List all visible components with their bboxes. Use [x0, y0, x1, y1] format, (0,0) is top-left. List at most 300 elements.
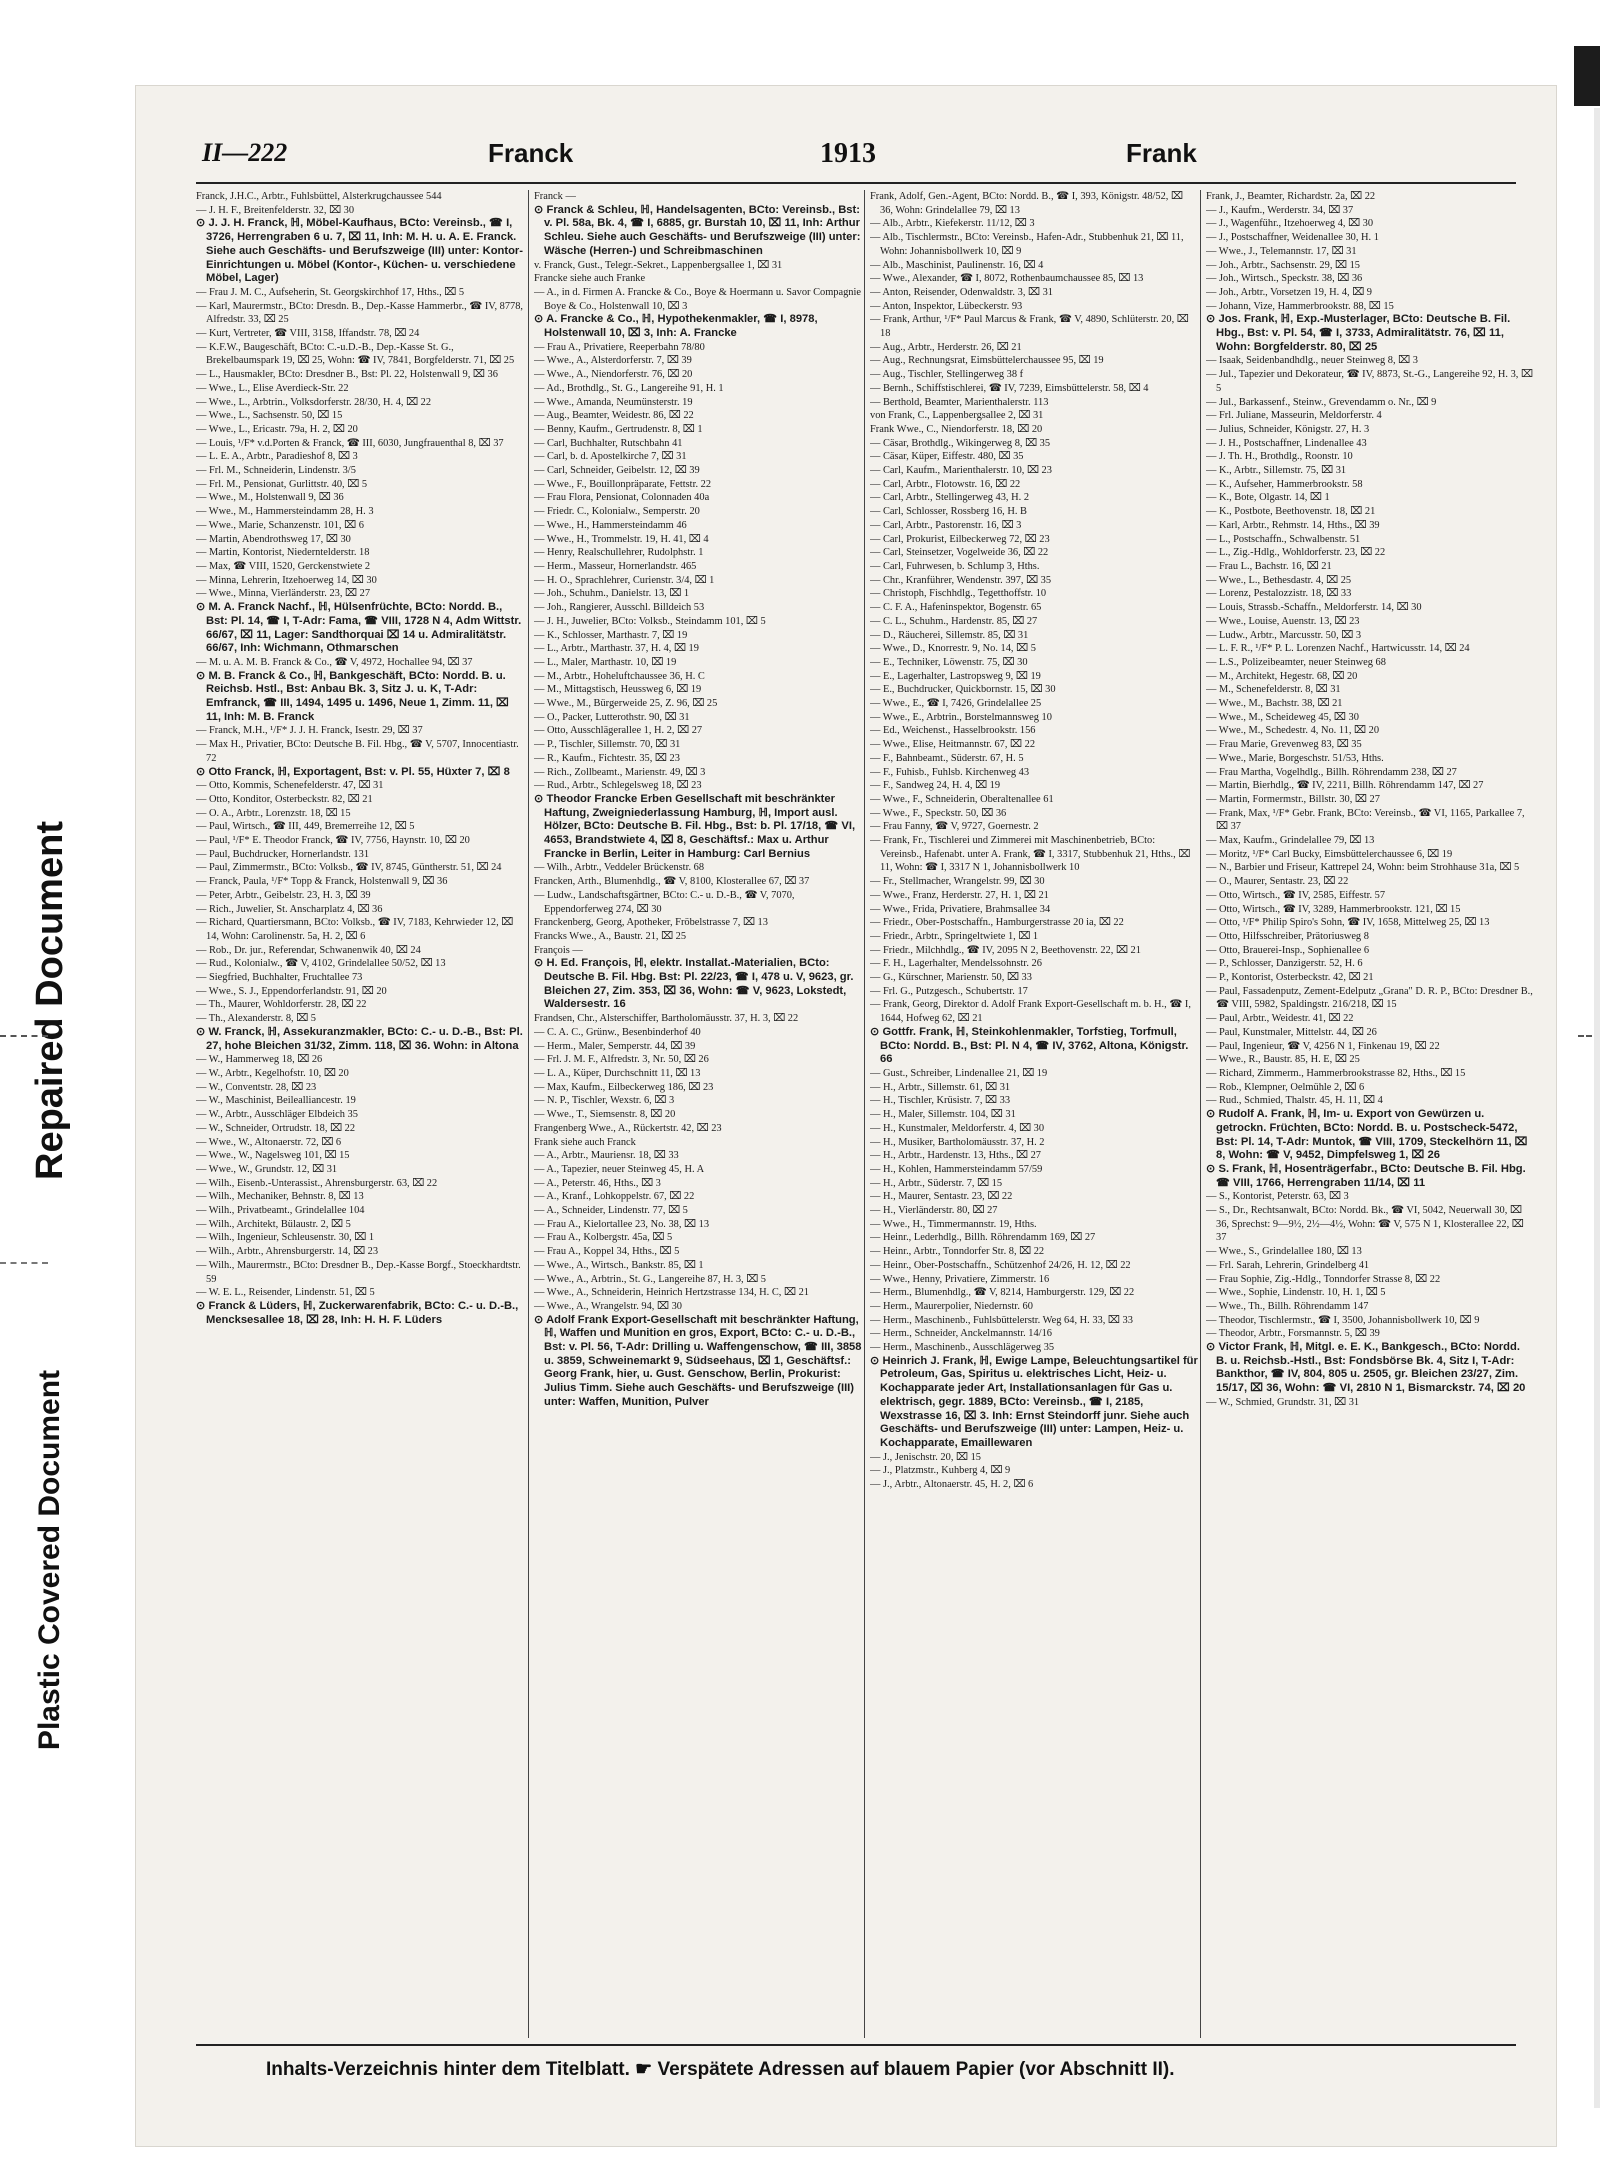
directory-entry: — Frank, Fr., Tischlerei und Zimmerei mit Maschinenbetrieb, BCto: Vereinsb., Hafenabt. unter A. Frank, ☎ I, 3317, Stubbenhuk 21, Hths., ⌧ 11, Wohn: ☎ I, 3317 N 1, Johannisbollwerk 10: [870, 835, 1191, 874]
directory-entry: — Frau Flora, Pensionat, Colonnaden 40a: [534, 492, 710, 504]
directory-entry: von Frank, C., Lappenbergsallee 2, ⌧ 31: [870, 410, 1044, 422]
directory-entry: — Anton, Reisender, Odenwaldstr. 3, ⌧ 31: [870, 286, 1053, 298]
directory-entry: — Moritz, ¹/F* Carl Bucky, Eimsbüttelerchaussee 6, ⌧ 19: [1206, 848, 1453, 860]
scan-edge-strip: [1594, 108, 1600, 2108]
directory-entry: — Wilh., Arbtr., Ahrensburgerstr. 14, ⌧ 23: [196, 1246, 379, 1258]
directory-entry: — Cäsar, Brothdlg., Wikingerweg 8, ⌧ 35: [870, 437, 1051, 449]
firm-entry: ⊙ H. Ed. François, ℍ, elektr. Installat.-Materialien, BCto: Deutsche B. Fil. Hbg. Bst: Pl. 22/23, ☎ I, 478 u. V, 9623, gr. Bleichen 27, Zim. 353, ⌧ 36, Wohn: ☎ V, 9623, Lokstedt, Waldersestr. 16: [534, 957, 854, 1011]
directory-entry: — Martin, Bierhdlg., ☎ IV, 2211, Billh. Röhrendamm 147, ⌧ 27: [1206, 780, 1484, 792]
directory-entry: — Paul, Zimmermstr., BCto: Volksb., ☎ IV, 8745, Güntherstr. 51, ⌧ 24: [196, 862, 502, 874]
directory-entry: — Rud., Arbtr., Schlegelsweg 18, ⌧ 23: [534, 780, 702, 792]
directory-entry: — M., Schenefelderstr. 8, ⌧ 31: [1206, 684, 1341, 696]
directory-column-1: [196, 190, 524, 2038]
directory-entry: — S., Kontorist, Peterstr. 63, ⌧ 3: [1206, 1191, 1349, 1203]
directory-entry: — Rud., Kolonialw., ☎ V, 4102, Grindelallee 50/52, ⌧ 13: [196, 958, 446, 970]
directory-column-2: [534, 190, 862, 2038]
directory-entry: — J. H. F., Breitenfelderstr. 32, ⌧ 30: [196, 204, 355, 216]
firm-entry: ⊙ Heinrich J. Frank, ℍ, Ewige Lampe, Beleuchtungsartikel für Petroleum, Gas, Spiritus u. elektrisches Licht, Heiz- u. Kochapparate jeder Art, Installationsanlagen für Gas u. elektrisch, gegr. 1889, BCto: Vereinsb., ☎ I, 2185, Wexstrasse 16, ⌧ 3. Inh: Ernst Steindorff junr. Siehe auch Geschäfts- und Berufszweige (III) unter: Lampen, Heiz- u. Kochapparate, Emaillewaren: [870, 1354, 1198, 1449]
header-rule: [196, 182, 1516, 184]
directory-entry: — P., Schlosser, Danzigerstr. 52, H. 6: [1206, 958, 1363, 970]
directory-entry: — Christoph, Fischhdlg., Tegetthoffstr. 10: [870, 588, 1047, 600]
directory-entry: — A., Peterstr. 46, Hths., ⌧ 3: [534, 1177, 661, 1189]
directory-entry: — Wwe., A., Wirtsch., Bankstr. 85, ⌧ 1: [534, 1259, 704, 1271]
directory-entry: — Frau L., Bachstr. 16, ⌧ 21: [1206, 560, 1332, 572]
directory-entry: — L. F. R., ¹/F* P. L. Lorenzen Nachf., Hartwicusstr. 14, ⌧ 24: [1206, 643, 1470, 655]
directory-entry: — Heinr., Lederhdlg., Billh. Röhrendamm 169, ⌧ 27: [870, 1232, 1096, 1244]
directory-entry: — Wwe., T., Siemsenstr. 8, ⌧ 20: [534, 1109, 676, 1121]
directory-entry: — Isaak, Seidenbandhdlg., neuer Steinweg 8, ⌧ 3: [1206, 355, 1418, 367]
directory-entry: — Wwe., Marie, Borgeschstr. 51/53, Hths.: [1206, 752, 1384, 764]
directory-entry: — Ludw., Landschaftsgärtner, BCto: C.- u. D.-B., ☎ V, 7070, Eppendorferweg 274, ⌧ 30: [534, 889, 795, 915]
directory-entry: — J., Wagenführ., Itzehoerweg 4, ⌧ 30: [1206, 218, 1374, 230]
directory-entry: — J. H., Postschaffner, Lindenallee 43: [1206, 437, 1367, 449]
scan-edge-tab: [1574, 46, 1600, 106]
directory-entry: — Wwe., F., Speckstr. 50, ⌧ 36: [870, 807, 1007, 819]
directory-entry: — K., Schlosser, Marthastr. 7, ⌧ 19: [534, 629, 688, 641]
directory-entry: — L., Hausmakler, BCto: Dresdner B., Bst: Pl. 22, Holstenwall 9, ⌧ 36: [196, 369, 498, 381]
directory-entry: — Wwe., S., Grindelallee 180, ⌧ 13: [1206, 1246, 1362, 1258]
directory-entry: — Joh., Wirtsch., Speckstr. 38, ⌧ 36: [1206, 273, 1363, 285]
directory-entry: — Herm., Maschinenb., Fuhlsbüttelerstr. Weg 64, H. 33, ⌧ 33: [870, 1314, 1133, 1326]
directory-entry: — L., Zig.-Hdlg., Wohldorferstr. 23, ⌧ 22: [1206, 547, 1386, 559]
directory-entry: — Max, Kaufm., Eilbeckerweg 186, ⌧ 23: [534, 1081, 714, 1093]
directory-entry: — Wwe., Louise, Auenstr. 13, ⌧ 23: [1206, 615, 1360, 627]
directory-entry: — Max, Kaufm., Grindelallee 79, ⌧ 13: [1206, 835, 1375, 847]
directory-entry: — C. F. A., Hafeninspektor, Bogenstr. 65: [870, 602, 1042, 614]
scan-divider: [0, 1035, 48, 1037]
directory-entry: — Wwe., A., Arbtrin., St. G., Langereihe 87, H. 3, ⌧ 5: [534, 1273, 766, 1285]
directory-entry: — Joh., Schuhm., Danielstr. 13, ⌧ 1: [534, 588, 690, 600]
directory-entry: — Joh., Rangierer, Ausschl. Billdeich 53: [534, 602, 705, 614]
directory-entry: — Paul, Fassadenputz, Zement-Edelputz „Grana" D. R. P., BCto: Dresdner B., ☎ VIII, 5982, Spaldingstr. 216/218, ⌧ 15: [1206, 985, 1533, 1011]
directory-entry: — Frank, Georg, Direktor d. Adolf Frank Export-Gesellschaft m. b. H., ☎ I, 1644, Hofweg 62, ⌧ 21: [870, 999, 1191, 1025]
directory-entry: — H., Arbtr., Sillemstr. 61, ⌧ 31: [870, 1081, 1011, 1093]
directory-entry: — Wwe., Minna, Vierländerstr. 23, ⌧ 27: [196, 588, 371, 600]
directory-entry: — Karl, Arbtr., Rehmstr. 14, Hths., ⌧ 39: [1206, 519, 1380, 531]
directory-entry: — J. Th. H., Brothdlg., Roonstr. 10: [1206, 451, 1353, 463]
directory-entry: — Wwe., H., Hammersteindamm 46: [534, 519, 687, 531]
directory-entry: — H., Kunstmaler, Meldorferstr. 4, ⌧ 30: [870, 1122, 1045, 1134]
directory-entry: — F. H., Lagerhalter, Mendelssohnstr. 26: [870, 958, 1042, 970]
directory-entry: — Ludw., Arbtr., Marcusstr. 50, ⌧ 3: [1206, 629, 1362, 641]
directory-entry: — M. u. A. M. B. Franck & Co., ☎ V, 4972, Hochallee 94, ⌧ 37: [196, 656, 473, 668]
directory-entry: — Frau A., Koppel 34, Hths., ⌧ 5: [534, 1246, 680, 1258]
directory-entry: — Minna, Lehrerin, Itzehoerweg 14, ⌧ 30: [196, 574, 377, 586]
header-year: 1913: [820, 138, 876, 169]
column-divider: [1200, 190, 1201, 2038]
header-name-left: Franck: [488, 138, 574, 168]
directory-entry: — Wwe., A., Niendorferstr. 76, ⌧ 20: [534, 369, 693, 381]
directory-entry: — Wilh., Privatbeamt., Grindelallee 104: [196, 1205, 365, 1217]
directory-entry: — Carl, Prokurist, Eilbeckerweg 72, ⌧ 23: [870, 533, 1050, 545]
directory-entry: — Rud., Schmied, Thalstr. 45, H. 11, ⌧ 4: [1206, 1095, 1383, 1107]
directory-entry: — Wilh., Mechaniker, Behnstr. 8, ⌧ 13: [196, 1191, 364, 1203]
directory-entry: Francke siehe auch Franke: [534, 273, 646, 285]
directory-entry: — Otto, Kommis, Schenefelderstr. 47, ⌧ 31: [196, 780, 384, 792]
directory-entry: — Frau A., Privatiere, Reeperbahn 78/80: [534, 341, 705, 353]
directory-entry: — W., Schmied, Grundstr. 31, ⌧ 31: [1206, 1396, 1360, 1408]
directory-entry: — L., Postschaffn., Schwalbenstr. 51: [1206, 533, 1361, 545]
directory-entry: — Frl. G., Putzgesch., Schubertstr. 17: [870, 985, 1028, 997]
firm-entry: ⊙ Rudolf A. Frank, ℍ, Im- u. Export von Gewürzen u. getrockn. Früchten, BCto: Nordd. B. u. Postscheck-5472, Bst: Pl. 14, T-Adr: Muntok, ☎ VIII, 1709, Steckelhörn 11, ⌧ 8, Wohn: ☎ V, 9452, Dimpfelsweg 1, ⌧ 26: [1206, 1108, 1528, 1162]
directory-entry: — L. A., Küper, Durchschnitt 11, ⌧ 13: [534, 1068, 701, 1079]
directory-entry: — Alb., Maschinist, Paulinenstr. 16, ⌧ 4: [870, 259, 1044, 271]
directory-entry: — Wwe., Alexander, ☎ I, 8072, Rothenbaumchaussee 85, ⌧ 13: [870, 273, 1144, 285]
directory-entry: Frandsen, Chr., Alsterschiffer, Bartholomäusstr. 37, H. 3, ⌧ 22: [534, 1013, 799, 1025]
directory-entry: — Otto, Konditor, Osterbeckstr. 82, ⌧ 21: [196, 793, 373, 805]
directory-entry: — Friedr., Ober-Postschaffn., Hamburgerstrasse 20 ia, ⌧ 22: [870, 917, 1124, 929]
directory-entry: — Jul., Barkassenf., Steinw., Grevendamm o. Nr., ⌧ 9: [1206, 396, 1437, 408]
directory-entry: Francken, Arth., Blumenhdlg., ☎ V, 8100, Klosterallee 67, ⌧ 37: [534, 876, 810, 888]
column-divider: [864, 190, 865, 2038]
directory-entry: — Theodor, Tischlermstr., ☎ I, 3500, Johannisbollwerk 10, ⌧ 9: [1206, 1314, 1480, 1326]
directory-entry: — Rob., Klempner, Oelmühle 2, ⌧ 6: [1206, 1081, 1365, 1093]
directory-entry: Franck —: [534, 191, 576, 202]
directory-entry: — W., Hammerweg 18, ⌧ 26: [196, 1054, 323, 1066]
directory-entry: — Richard, Zimmerm., Hammerbrookstrasse 82, Hths., ⌧ 15: [1206, 1068, 1466, 1079]
directory-entry: — F., Fuhisb., Fuhlsb. Kirchenweg 43: [870, 766, 1030, 778]
directory-entry: Frank, Adolf, Gen.-Agent, BCto: Nordd. B., ☎ I, 393, Königstr. 48/52, ⌧ 36, Wohn: Grindelallee 79, ⌧ 13: [870, 191, 1183, 216]
directory-entry: — Heinr., Ober-Postschaffn., Schützenhof 24/26, H. 12, ⌧ 22: [870, 1259, 1131, 1271]
directory-entry: — H. O., Sprachlehrer, Curienstr. 3/4, ⌧ 1: [534, 574, 715, 586]
directory-entry: — Wwe., L., Arbtrin., Volksdorferstr. 28/30, H. 4, ⌧ 22: [196, 396, 432, 408]
directory-entry: — Herm., Blumenhdlg., ☎ V, 8214, Hamburgerstr. 129, ⌧ 22: [870, 1287, 1135, 1299]
directory-entry: — Wilh., Ingenieur, Schleusenstr. 30, ⌧ 1: [196, 1232, 375, 1244]
directory-entry: — Wilh., Eisenb.-Unterassist., Ahrensburgerstr. 63, ⌧ 22: [196, 1177, 438, 1189]
directory-entry: — H., Arbtr., Hardenstr. 13, Hths., ⌧ 27: [870, 1150, 1041, 1162]
directory-entry: v. Franck, Gust., Telegr.-Sekret., Lappenbergsallee 1, ⌧ 31: [534, 259, 783, 271]
directory-entry: — Lorenz, Pestalozzistr. 18, ⌧ 33: [1206, 588, 1352, 600]
directory-entry: — Martin, Kontorist, Niederntelderstr. 18: [196, 547, 370, 559]
directory-entry: — Wwe., D., Knorrestr. 9, No. 14, ⌧ 5: [870, 643, 1036, 655]
footer-rule: [196, 2044, 1516, 2046]
directory-entry: — Carl, Arbtr., Pastorenstr. 16, ⌧ 3: [870, 519, 1022, 531]
directory-entry: — O. A., Arbtr., Lorenzstr. 18, ⌧ 15: [196, 807, 351, 819]
directory-entry: — Wwe., Amanda, Neumünsterstr. 19: [534, 396, 693, 408]
directory-entry: — Louis, ¹/F* v.d.Porten & Franck, ☎ III, 6030, Jungfrauenthal 8, ⌧ 37: [196, 437, 504, 449]
directory-entry: — L.S., Polizeibeamter, neuer Steinweg 68: [1206, 656, 1386, 668]
directory-entry: — Carl, Schneider, Geibelstr. 12, ⌧ 39: [534, 465, 700, 477]
directory-entry: — M., Arbtr., Hoheluftchaussee 36, H. C: [534, 670, 705, 682]
firm-entry: ⊙ W. Franck, ℍ, Assekuranzmakler, BCto: C.- u. D.-B., Bst: Pl. 27, hohe Bleichen 31/32, Zimm. 118, ⌧ 36. Wohn: in Altona: [196, 1025, 523, 1052]
directory-entry: — Alb., Tischlermstr., BCto: Vereinsb., Hafen-Adr., Stubbenhuk 21, ⌧ 11, Wohn: Johannisbollwerk 10, ⌧ 9: [870, 232, 1184, 257]
directory-entry: — Carl, Fuhrwesen, b. Schlump 3, Hths.: [870, 560, 1040, 572]
firm-entry: ⊙ Otto Franck, ℍ, Exportagent, Bst: v. Pl. 55, Hüxter 7, ⌧ 8: [196, 765, 510, 778]
directory-entry: — Chr., Kranführer, Wendenstr. 397, ⌧ 35: [870, 574, 1052, 586]
directory-entry: — Wwe., M., Schedestr. 4, No. 11, ⌧ 20: [1206, 725, 1380, 737]
directory-entry: — W., Conventstr. 28, ⌧ 23: [196, 1081, 317, 1093]
directory-entry: — Paul, Buchdrucker, Hornerlandstr. 131: [196, 848, 370, 860]
directory-entry: — O., Maurer, Sentastr. 23, ⌧ 22: [1206, 876, 1349, 888]
directory-entry: — Frau J. M. C., Aufseherin, St. Georgskirchhof 17, Hths., ⌧ 5: [196, 286, 465, 298]
directory-entry: — J., Postschaffner, Weidenallee 30, H. 1: [1206, 232, 1379, 244]
firm-entry: ⊙ A. Francke & Co., ℍ, Hypothekenmakler, ☎ I, 8978, Holstenwall 10, ⌧ 3, Inh: A. Francke: [534, 313, 818, 340]
repaired-document-label: Repaired Document: [28, 820, 71, 1180]
directory-entry: — Aug., Beamter, Weidestr. 86, ⌧ 22: [534, 410, 694, 422]
directory-entry: — Cäsar, Küper, Eiffestr. 480, ⌧ 35: [870, 451, 1024, 463]
directory-column-4: [1206, 190, 1534, 2038]
column-divider: [528, 190, 529, 2038]
directory-entry: — Frau Martha, Vogelhdlg., Billh. Röhrendamm 238, ⌧ 27: [1206, 766, 1457, 778]
directory-entry: Francks Wwe., A., Baustr. 21, ⌧ 25: [534, 930, 687, 942]
directory-entry: — Richard, Quartiersmann, BCto: Volksb., ☎ IV, 7183, Kehrwieder 12, ⌧ 14, Wohn: Carolinenstr. 5a, H. 2, ⌧ 6: [196, 917, 514, 942]
directory-entry: — A., Kranf., Lohkoppelstr. 67, ⌧ 22: [534, 1191, 695, 1203]
directory-entry: — Franck, Paula, ¹/F* Topp & Franck, Holstenwall 9, ⌧ 36: [196, 876, 448, 888]
directory-entry: — Otto, Wirtsch., ☎ IV, 3289, Hammerbrookstr. 121, ⌧ 15: [1206, 903, 1461, 915]
directory-entry: — Wwe., W., Nagelsweg 101, ⌧ 15: [196, 1150, 350, 1162]
directory-entry: — J. H., Juwelier, BCto: Volksb., Steindamm 101, ⌧ 5: [534, 615, 766, 627]
directory-entry: — Otto, Hilfsschreiber, Prätoriusweg 8: [1206, 930, 1369, 942]
directory-entry: — Wwe., S. J., Eppendorferlandstr. 91, ⌧ 20: [196, 985, 387, 997]
directory-column-3: [870, 190, 1198, 2038]
directory-entry: — K., Aufseher, Hammerbrookstr. 58: [1206, 478, 1363, 490]
directory-entry: — Carl, Arbtr., Flotowstr. 16, ⌧ 22: [870, 478, 1021, 490]
directory-entry: — Frau A., Kielortallee 23, No. 38, ⌧ 13: [534, 1218, 710, 1230]
directory-entry: — Rich., Juwelier, St. Anscharplatz 4, ⌧ 36: [196, 903, 383, 915]
directory-entry: — N. P., Tischler, Wexstr. 6, ⌧ 3: [534, 1095, 675, 1107]
directory-entry: François —: [534, 944, 583, 956]
firm-entry: ⊙ M. A. Franck Nachf., ℍ, Hülsenfrüchte, BCto: Nordd. B., Bst: Pl. 14, ☎ I, T-Adr: Fama, ☎ VIII, 1728 N 4, Adm Wittstr. 66/67, ⌧ 11, Lager: Sandthorquai ⌧ 14 u. Admiralitätstr. 66/67, Inh: Wichmann, Othmarschen: [196, 601, 522, 655]
directory-entry: — Wwe., M., Hammersteindamm 28, H. 3: [196, 506, 374, 518]
directory-entry: — J., Kaufm., Werderstr. 34, ⌧ 37: [1206, 204, 1354, 216]
directory-entry: — E., Buchdrucker, Quickbornstr. 15, ⌧ 30: [870, 684, 1056, 696]
directory-entry: — Berthold, Beamter, Marienthalerstr. 113: [870, 396, 1049, 408]
directory-entry: — Th., Alexanderstr. 8, ⌧ 5: [196, 1013, 317, 1025]
firm-entry: ⊙ Victor Frank, ℍ, Mitgl. e. E. K., Bankgesch., BCto: Nordd. B. u. Reichsb.-Hstl., Bst: Fondsbörse Bk. 4, Sitz I, T-Adr: Bankthor, ☎ IV, 804, 805 u. 2505, gr. Bleichen 23/27, Zim. 15/17, ⌧ 36, Wohn: ☎ VI, 2810 N 1, Bismarckstr. 74, ⌧ 20: [1206, 1341, 1526, 1395]
directory-entry: — H., Kohlen, Hammersteindamm 57/59: [870, 1163, 1043, 1175]
directory-entry: — H., Maurer, Sentastr. 23, ⌧ 22: [870, 1191, 1013, 1203]
directory-entry: — Paul, Wirtsch., ☎ III, 449, Bremerreihe 12, ⌧ 5: [196, 821, 415, 833]
directory-entry: — Carl, Buchhalter, Rutschbahn 41: [534, 437, 683, 449]
directory-entry: — Ed., Weichenst., Hasselbrookstr. 156: [870, 725, 1036, 737]
directory-entry: — Wwe., A., Alsterdorferstr. 7, ⌧ 39: [534, 355, 692, 367]
directory-entry: — Wwe., F., Schneiderin, Oberaltenallee 61: [870, 793, 1054, 805]
directory-entry: — Max, ☎ VIII, 1520, Gerckenstwiete 2: [196, 560, 371, 572]
directory-entry: — Wwe., L., Bethesdastr. 4, ⌧ 25: [1206, 574, 1352, 586]
directory-entry: — A., Arbtr., Mauriensr. 18, ⌧ 33: [534, 1150, 679, 1162]
scan-divider: [0, 1262, 48, 1264]
directory-entry: — Frl. M., Pensionat, Gurlittstr. 40, ⌧ 5: [196, 478, 368, 490]
directory-entry: — Frank, Max, ¹/F* Gebr. Frank, BCto: Vereinsb., ☎ VI, 1165, Parkallee 7, ⌧ 37: [1206, 807, 1525, 833]
page-number: II—222: [202, 138, 288, 167]
directory-entry: Frangenberg Wwe., A., Rückertstr. 42, ⌧ 23: [534, 1122, 722, 1134]
directory-entry: — Herm., Maschinenb., Ausschlägerweg 35: [870, 1342, 1055, 1354]
directory-entry: — Wwe., L., Elise Averdieck-Str. 22: [196, 382, 349, 394]
directory-entry: — Herm., Maurerpolier, Niedernstr. 60: [870, 1300, 1033, 1312]
directory-entry: — Th., Maurer, Wohldorferstr. 28, ⌧ 22: [196, 999, 367, 1011]
directory-entry: — Max H., Privatier, BCto: Deutsche B. Fil. Hbg., ☎ V, 5707, Innocentiastr. 72: [196, 739, 519, 764]
directory-entry: — W., Maschinist, Beilealliancestr. 19: [196, 1095, 356, 1107]
directory-entry: — Paul, Arbtr., Weidestr. 41, ⌧ 22: [1206, 1013, 1354, 1025]
directory-entry: — Friedr., Milchhdlg., ☎ IV, 2095 N 2, Beethovenstr. 22, ⌧ 21: [870, 944, 1141, 956]
directory-entry: — J., Arbtr., Altonaerstr. 45, H. 2, ⌧ 6: [870, 1479, 1034, 1491]
directory-entry: — Jul., Tapezier und Dekorateur, ☎ IV, 8873, St.-G., Langereihe 92, H. 3, ⌧ 5: [1206, 369, 1533, 394]
directory-entry: — W., Arbtr., Ausschläger Elbdeich 35: [196, 1109, 358, 1121]
directory-entry: — Frl. Sarah, Lehrerin, Grindelberg 41: [1206, 1259, 1370, 1271]
directory-entry: — Wwe., E., Arbtrin., Borstelmannsweg 10: [870, 711, 1052, 723]
directory-entry: — Wwe., L., Ericastr. 79a, H. 2, ⌧ 20: [196, 423, 358, 435]
directory-entry: — Julius, Schneider, Königstr. 27, H. 3: [1206, 423, 1370, 435]
directory-entry: — Frank, Arthur, ¹/F* Paul Marcus & Frank, ☎ V, 4890, Schlüterstr. 20, ⌧ 18: [870, 314, 1189, 340]
directory-entry: — L., Arbtr., Marthastr. 37, H. 4, ⌧ 19: [534, 643, 699, 655]
directory-entry: — Martin, Formermstr., Billstr. 30, ⌧ 27: [1206, 793, 1380, 805]
directory-entry: — Herm., Schneider, Anckelmannstr. 14/16: [870, 1328, 1052, 1340]
directory-entry: — O., Packer, Lutterothstr. 90, ⌧ 31: [534, 711, 690, 723]
directory-entry: — Wwe., Elise, Heitmannstr. 67, ⌧ 22: [870, 739, 1036, 751]
directory-entry: — Joh., Arbtr., Vorsetzen 19, H. 4, ⌧ 9: [1206, 286, 1372, 298]
directory-entry: — Carl, Steinsetzer, Vogelweide 36, ⌧ 22: [870, 547, 1049, 559]
directory-entry: — Wwe., Th., Billh. Röhrendamm 147: [1206, 1300, 1369, 1312]
directory-entry: — Wwe., M., Scheideweg 45, ⌧ 30: [1206, 711, 1359, 723]
directory-entry: — Frl. M., Schneiderin, Lindenstr. 3/5: [196, 465, 356, 477]
directory-entry: — W. E. L., Reisender, Lindenstr. 51, ⌧ 5: [196, 1287, 375, 1299]
directory-entry: — K., Postbote, Beethovenstr. 18, ⌧ 21: [1206, 506, 1376, 518]
directory-entry: — A., Schneider, Lindenstr. 77, ⌧ 5: [534, 1205, 688, 1217]
directory-entry: — Aug., Tischler, Stellingerweg 38 f: [870, 369, 1024, 381]
directory-entry: — Peter, Arbtr., Geibelstr. 23, H. 3, ⌧ 39: [196, 889, 371, 901]
firm-entry: ⊙ Adolf Frank Export-Gesellschaft mit beschränkter Haftung, ℍ, Waffen und Munition en gros, Export, BCto: C.- u. D.-B., Bst: v. Pl. 56, T-Adr: Drilling u. Waffengenschow, ☎ III, 3858 u. 3859, Schweinemarkt 9, Südseehaus, ⌧ 1, Geschäftsf.: Georg Frank, hier, u. Gust. Genschow, Berlin, Prokurist: Julius Timm. Siehe auch Geschäfts- und Berufszweige (III) unter: Waffen, Munition, Pulver: [534, 1313, 862, 1408]
firm-entry: ⊙ Theodor Francke Erben Gesellschaft mit beschränkter Haftung, Zweigniederlassung Hamburg, ℍ, Import ausl. Hölzer, BCto: Deutsche B. Fil. Hbg., Bst: b. Pl. 17/18, ☎ VI, 4653, Brandstwiete 4, ⌧ 8, Geschäftsf.: Max u. Arthur Francke in Berlin, Leiter in Hamburg: Carl Bernius: [534, 792, 856, 860]
directory-entry: — H., Vierländerstr. 80, ⌧ 27: [870, 1205, 998, 1217]
directory-entry: — Otto, Wirtsch., ☎ IV, 2585, Eiffestr. 57: [1206, 889, 1386, 901]
directory-entry: — Joh., Arbtr., Sachsenstr. 29, ⌧ 15: [1206, 259, 1360, 271]
directory-entry: — E., Lagerhalter, Lastropsweg 9, ⌧ 19: [870, 670, 1041, 682]
directory-entry: — Frau Marie, Grevenweg 83, ⌧ 35: [1206, 739, 1362, 751]
directory-entry: — Frl. Juliane, Masseurin, Meldorferstr. 4: [1206, 410, 1382, 422]
directory-entry: — M., Mittagstisch, Heussweg 6, ⌧ 19: [534, 684, 702, 696]
directory-entry: — K., Bote, Olgastr. 14, ⌧ 1: [1206, 492, 1330, 504]
directory-entry: — M., Architekt, Hegestr. 68, ⌧ 20: [1206, 670, 1358, 682]
directory-entry: — Wwe., A., Wrangelstr. 94, ⌧ 30: [534, 1300, 682, 1312]
directory-entry: — Frau Sophie, Zig.-Hdlg., Tonndorfer Strasse 8, ⌧ 22: [1206, 1273, 1441, 1285]
directory-entry: — Rob., Dr. jur., Referendar, Schwanenwik 40, ⌧ 24: [196, 944, 421, 956]
directory-entry: — K.F.W., Baugeschäft, BCto: C.-u.D.-B., Dep.-Kasse St. G., Brekelbaumspark 19, ⌧ 25, Wohn: ☎ IV, 7841, Borgfelderstr. 71, ⌧ 25: [196, 341, 515, 367]
directory-entry: — Ad., Brothdlg., St. G., Langereihe 91, H. 1: [534, 382, 724, 394]
directory-entry: — Wwe., M., Holstenwall 9, ⌧ 36: [196, 492, 344, 504]
directory-entry: — Wwe., M., Bachstr. 38, ⌧ 21: [1206, 698, 1343, 710]
directory-page: [136, 86, 1556, 2146]
directory-entry: — Rich., Zollbeamt., Marienstr. 49, ⌧ 3: [534, 766, 706, 778]
directory-entry: — Wwe., L., Sachsenstr. 50, ⌧ 15: [196, 410, 343, 422]
directory-entry: — Wwe., Franz, Herderstr. 27, H. 1, ⌧ 21: [870, 889, 1049, 901]
directory-entry: — Carl, Arbtr., Stellingerweg 43, H. 2: [870, 492, 1030, 504]
directory-entry: — Otto, ¹/F* Philip Spiro's Sohn, ☎ IV, 1658, Mittelweg 25, ⌧ 13: [1206, 917, 1490, 929]
firm-entry: ⊙ J. J. H. Franck, ℍ, Möbel-Kaufhaus, BCto: Vereinsb., ☎ I, 3726, Herrengraben 6 u. 7, ⌧ 11, Inh: M. H. u. A. E. Franck. Siehe auch Geschäfts- und Berufszweige (III) unter: Kontor-Einrichtungen u. Möbel (Kontor-, Küchen- u. verschiedene Möbel, Lager): [196, 217, 524, 285]
firm-entry: ⊙ S. Frank, ℍ, Hosenträgerfabr., BCto: Deutsche B. Fil. Hbg. ☎ VIII, 1766, Herrengraben 11/14, ⌧ 11: [1206, 1162, 1526, 1189]
directory-entry: — F., Bahnbeamt., Süderstr. 67, H. 5: [870, 752, 1024, 764]
directory-entry: — Wwe., E., ☎ I, 7426, Grindelallee 25: [870, 698, 1042, 710]
directory-entry: — Frau Fanny, ☎ V, 9727, Goernestr. 2: [870, 821, 1039, 833]
directory-entry: — E., Techniker, Löwenstr. 75, ⌧ 30: [870, 656, 1028, 668]
directory-entry: — Wwe., W., Grundstr. 12, ⌧ 31: [196, 1163, 338, 1175]
directory-entry: — Wwe., Frida, Privatiere, Brahmsallee 34: [870, 903, 1051, 915]
directory-entry: — Kurt, Vertreter, ☎ VIII, 3158, Iffandstr. 78, ⌧ 24: [196, 328, 420, 340]
firm-entry: ⊙ M. B. Franck & Co., ℍ, Bankgeschäft, BCto: Nordd. B. u. Reichsb. Hstl., Bst: Anbau Bk. 3, Sitz J. u. K, T-Adr: Emfranck, ☎ III, 1494, 1495 u. 1496, Neue 1, Zimm. 11, ⌧ 11, Inh: M. B. Franck: [196, 669, 509, 723]
directory-entry: — J., Platzmstr., Kuhberg 4, ⌧ 9: [870, 1465, 1011, 1477]
directory-entry: — J., Jenischstr. 20, ⌧ 15: [870, 1451, 981, 1463]
directory-entry: — Friedr. C., Kolonialw., Semperstr. 20: [534, 506, 700, 518]
directory-entry: — P., Kontorist, Osterbeckstr. 42, ⌧ 21: [1206, 972, 1374, 984]
directory-entry: — Otto, Brauerei-Insp., Sophienallee 6: [1206, 944, 1370, 956]
directory-entry: — Frau A., Kolbergstr. 45a, ⌧ 5: [534, 1232, 673, 1244]
directory-entry: — Wilh., Arbtr., Veddeler Brückenstr. 68: [534, 862, 705, 874]
directory-entry: — Carl, Schlosser, Rossberg 16, H. B: [870, 506, 1027, 518]
directory-entry: — Friedr., Arbtr., Springeltwiete 1, ⌧ 1: [870, 930, 1039, 942]
directory-entry: — Wwe., A., Schneiderin, Heinrich Hertzstrasse 134, H. C, ⌧ 21: [534, 1287, 809, 1299]
directory-entry: — Martin, Abendrothsweg 17, ⌧ 30: [196, 533, 351, 545]
directory-entry: — Wwe., Sophie, Lindenstr. 10, H. 1, ⌧ 5: [1206, 1287, 1386, 1299]
directory-entry: — D., Räucherei, Sillemstr. 85, ⌧ 31: [870, 629, 1029, 641]
directory-entry: — W., Arbtr., Kegelhofstr. 10, ⌧ 20: [196, 1068, 349, 1079]
directory-entry: — Frl. J. M. F., Alfredstr. 3, Nr. 50, ⌧ 26: [534, 1054, 709, 1066]
directory-entry: — Paul, Kunstmaler, Mittelstr. 44, ⌧ 26: [1206, 1026, 1377, 1038]
firm-entry: ⊙ Gottfr. Frank, ℍ, Steinkohlenmakler, Torfstieg, Torfmull, BCto: Nordd. B., Bst: Pl. N 4, ☎ IV, 3762, Altona, Königstr. 66: [870, 1025, 1189, 1066]
directory-entry: — Louis, Strassb.-Schaffn., Meldorferstr. 14, ⌧ 30: [1206, 602, 1422, 614]
directory-entry: Frank, J., Beamter, Richardstr. 2a, ⌧ 22: [1206, 191, 1376, 202]
directory-entry: — Fr., Stellmacher, Wrangelstr. 99, ⌧ 30: [870, 876, 1045, 888]
directory-entry: — H., Tischler, Krüsistr. 7, ⌧ 33: [870, 1095, 1011, 1107]
directory-entry: — Wwe., F., Bouillonpräparate, Fettstr. 22: [534, 478, 712, 490]
firm-entry: ⊙ Franck & Lüders, ℍ, Zuckerwarenfabrik, BCto: C.- u. D.-B., Mencksesallee 18, ⌧ 28, Inh: H. H. F. Lüders: [196, 1299, 519, 1326]
directory-entry: — Carl, b. d. Apostelkirche 7, ⌧ 31: [534, 451, 687, 463]
directory-entry: — F., Sandweg 24, H. 4, ⌧ 19: [870, 780, 1001, 792]
directory-entry: — Wwe., J., Telemannstr. 17, ⌧ 31: [1206, 245, 1357, 257]
directory-entry: — Heinr., Arbtr., Tonndorfer Str. 8, ⌧ 22: [870, 1246, 1045, 1258]
directory-entry: — Siegfried, Buchhalter, Fruchtallee 73: [196, 972, 363, 984]
directory-entry: — Wwe., Marie, Schanzenstr. 101, ⌧ 6: [196, 519, 364, 531]
directory-entry: — L. E. A., Arbtr., Paradieshof 8, ⌧ 3: [196, 451, 358, 463]
directory-entry: — Aug., Rechnungsrat, Eimsbüttelerchaussee 95, ⌧ 19: [870, 355, 1104, 367]
directory-entry: — C. L., Schuhm., Hardenstr. 85, ⌧ 27: [870, 615, 1038, 627]
directory-entry: — S., Dr., Rechtsanwalt, BCto: Nordd. Bk., ☎ VI, 5042, Neuerwall 30, ⌧ 36, Sprechst: 9—9½, 2½—4½, Wohn: ☎ V, 575 N 1, Klosterallee 22, ⌧ 37: [1206, 1205, 1524, 1244]
directory-entry: — Wwe., W., Altonaerstr. 72, ⌧ 6: [196, 1136, 342, 1148]
directory-entry: — Wilh., Maurermstr., BCto: Dresdner B., Dep.-Kasse Borgf., Stoeckhardtstr. 59: [196, 1259, 521, 1285]
directory-entry: — Anton, Inspektor, Lübeckerstr. 93: [870, 300, 1023, 312]
directory-entry: — L., Maler, Marthastr. 10, ⌧ 19: [534, 656, 677, 668]
directory-entry: — Wwe., H., Timmermannstr. 19, Hths.: [870, 1218, 1037, 1230]
directory-entry: Franck, J.H.C., Arbtr., Fuhlsbüttel, Alsterkrugchaussee 544: [196, 191, 442, 202]
firm-entry: ⊙ Franck & Schleu, ℍ, Handelsagenten, BCto: Vereinsb., Bst: v. Pl. 58a, Bk. 4, ☎ I, 6885, gr. Burstah 10, ⌧ 11, Inh: Arthur Schleu. Siehe auch Geschäfts- und Berufszweige (III) unter: Wäsche (Herren-) und Schreibmaschinen: [534, 203, 861, 257]
firm-entry: ⊙ Jos. Frank, ℍ, Exp.-Musterlager, BCto: Deutsche B. Fil. Hbg., Bst: v. Pl. 54, ☎ I, 3733, Admiralitätstr. 76, ⌧ 11, Wohn: Borgfelderstr. 80, ⌧ 25: [1206, 313, 1511, 353]
directory-entry: — Alb., Arbtr., Kiefekerstr. 11/12, ⌧ 3: [870, 218, 1035, 230]
directory-entry: — Bernh., Schiffstischlerei, ☎ IV, 7239, Eimsbüttelerstr. 58, ⌧ 4: [870, 382, 1149, 394]
directory-entry: — Carl, Kaufm., Marienthalerstr. 10, ⌧ 23: [870, 465, 1052, 477]
directory-entry: — Franck, M.H., ¹/F* J. J. H. Franck, Isestr. 29, ⌧ 37: [196, 725, 423, 737]
directory-entry: Franckenberg, Georg, Apotheker, Fröbelstrasse 7, ⌧ 13: [534, 917, 768, 929]
plastic-covered-label: Plastic Covered Document: [33, 1369, 66, 1751]
directory-entry: — Otto, Ausschlägerallee 1, H. 2, ⌧ 27: [534, 725, 703, 737]
header-name-right: Frank: [1126, 138, 1197, 168]
directory-entry: — Johann, Vize, Hammerbrookstr. 88, ⌧ 15: [1206, 300, 1394, 312]
directory-entry: — H., Musiker, Bartholomäusstr. 37, H. 2: [870, 1136, 1045, 1148]
directory-entry: — Paul, ¹/F* E. Theodor Franck, ☎ IV, 7756, Haynstr. 10, ⌧ 20: [196, 835, 470, 847]
directory-entry: — Wilh., Architekt, Bülaustr. 2, ⌧ 5: [196, 1218, 351, 1230]
directory-entry: — Karl, Maurermstr., BCto: Dresdn. B., Dep.-Kasse Hammerbr., ☎ IV, 8778, Alfredstr. 33, ⌧ 25: [196, 300, 524, 326]
directory-entry: — P., Tischler, Sillemstr. 70, ⌧ 31: [534, 739, 681, 751]
directory-entry: — K., Arbtr., Sillemstr. 75, ⌧ 31: [1206, 465, 1347, 477]
directory-entry: Frank siehe auch Franck: [534, 1136, 636, 1148]
directory-entry: — R., Kaufm., Fichtestr. 35, ⌧ 23: [534, 752, 680, 764]
directory-entry: — Benny, Kaufm., Gertrudenstr. 8, ⌧ 1: [534, 423, 703, 435]
directory-entry: — W., Schneider, Ortrudstr. 18, ⌧ 22: [196, 1122, 356, 1134]
directory-entry: — Wwe., M., Bürgerweide 25, Z. 96, ⌧ 25: [534, 698, 718, 710]
directory-entry: — Gust., Schreiber, Lindenallee 21, ⌧ 19: [870, 1068, 1048, 1079]
directory-entry: — C. A. C., Grünw., Besenbinderhof 40: [534, 1026, 701, 1038]
directory-entry: — Paul, Ingenieur, ☎ V, 4256 N 1, Finkenau 19, ⌧ 22: [1206, 1040, 1440, 1052]
directory-entry: Frank Wwe., C., Niendorferstr. 18, ⌧ 20: [870, 423, 1043, 435]
directory-entry: — Theodor, Arbtr., Forsmannstr. 5, ⌧ 39: [1206, 1328, 1380, 1340]
directory-entry: — Herm., Masseur, Hornerlandstr. 465: [534, 560, 697, 572]
